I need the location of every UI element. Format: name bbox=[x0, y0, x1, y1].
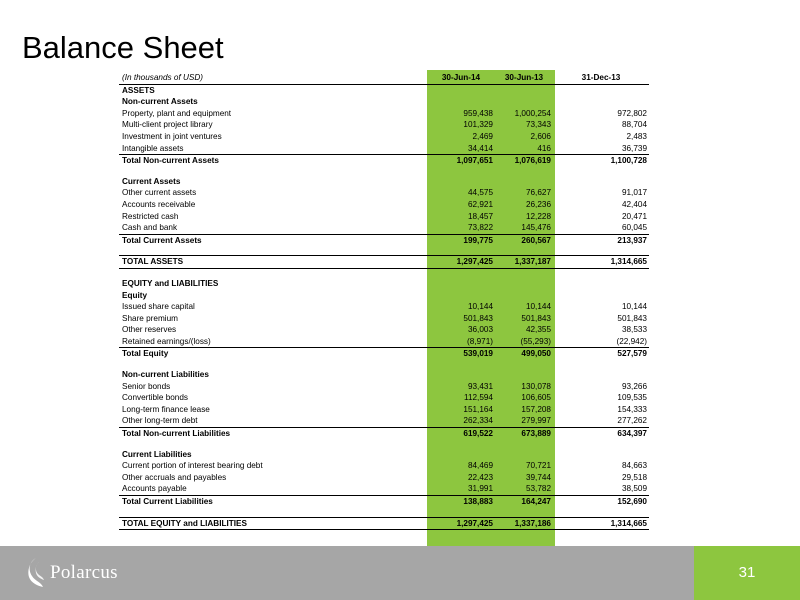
row-value bbox=[427, 167, 495, 176]
row-value: 2,469 bbox=[472, 131, 493, 141]
row-label: Convertible bonds bbox=[122, 393, 188, 403]
row-value: 53,782 bbox=[525, 484, 551, 494]
table-row bbox=[119, 199, 649, 211]
row-value: (8,971) bbox=[467, 336, 493, 346]
row-value bbox=[427, 84, 495, 96]
row-value bbox=[495, 167, 553, 176]
row-value: 157,208 bbox=[521, 404, 551, 414]
table-row bbox=[119, 392, 649, 404]
row-label: Share premium bbox=[122, 313, 178, 323]
row-value bbox=[427, 440, 495, 449]
row-value bbox=[553, 290, 649, 302]
table-row bbox=[119, 234, 649, 246]
row-value: 1,100,728 bbox=[553, 155, 649, 167]
row-value bbox=[495, 360, 553, 369]
row-value bbox=[495, 246, 553, 256]
table-row bbox=[119, 449, 649, 461]
row-value: (55,293) bbox=[520, 336, 551, 346]
row-value: 130,078 bbox=[521, 381, 551, 391]
column-header-30-jun-13: 30-Jun-13 bbox=[495, 72, 553, 84]
row-value bbox=[427, 278, 495, 290]
row-label: ASSETS bbox=[122, 85, 155, 95]
row-label: Property, plant and equipment bbox=[122, 108, 232, 118]
table-row bbox=[119, 155, 649, 167]
row-value bbox=[495, 278, 553, 290]
polarcus-swirl-icon bbox=[26, 556, 46, 590]
table-row bbox=[119, 84, 649, 96]
row-value: 199,775 bbox=[427, 234, 495, 246]
table-row bbox=[119, 268, 649, 278]
row-value: 42,355 bbox=[525, 325, 551, 335]
row-label: Total Current Liabilities bbox=[119, 496, 427, 508]
row-value: 262,334 bbox=[463, 416, 493, 426]
units-label: (In thousands of USD) bbox=[119, 72, 427, 84]
table-row bbox=[119, 369, 649, 381]
table-row bbox=[119, 360, 649, 369]
row-value: 634,397 bbox=[553, 428, 649, 440]
table-row bbox=[119, 404, 649, 416]
table-row bbox=[119, 256, 649, 269]
row-value: 84,469 bbox=[467, 461, 493, 471]
row-value: 73,343 bbox=[525, 120, 551, 130]
row-label: TOTAL EQUITY and LIABILITIES bbox=[119, 517, 427, 530]
row-value: 527,579 bbox=[553, 348, 649, 360]
row-value: 673,889 bbox=[495, 428, 553, 440]
table-row bbox=[119, 278, 649, 290]
row-value: 36,739 bbox=[621, 143, 647, 153]
table-row bbox=[119, 428, 649, 440]
table-row bbox=[119, 381, 649, 393]
row-label bbox=[119, 246, 427, 256]
row-value: 36,003 bbox=[467, 325, 493, 335]
column-header-30-jun-14: 30-Jun-14 bbox=[427, 72, 495, 84]
row-label: Senior bonds bbox=[122, 381, 171, 391]
row-value bbox=[427, 360, 495, 369]
row-value: 26,236 bbox=[525, 199, 551, 209]
row-value: 29,518 bbox=[621, 472, 647, 482]
table-row bbox=[119, 440, 649, 449]
row-value: 1,337,186 bbox=[495, 517, 553, 530]
row-value: 151,164 bbox=[463, 404, 493, 414]
row-value: 70,721 bbox=[525, 461, 551, 471]
row-value: 18,457 bbox=[467, 211, 493, 221]
row-value bbox=[553, 167, 649, 176]
row-value: 39,744 bbox=[525, 472, 551, 482]
row-label: EQUITY and LIABILITIES bbox=[122, 278, 219, 288]
row-value: 109,535 bbox=[617, 393, 647, 403]
row-value: 22,423 bbox=[467, 472, 493, 482]
row-value bbox=[553, 278, 649, 290]
row-value: 88,704 bbox=[621, 120, 647, 130]
row-value: 619,522 bbox=[427, 428, 495, 440]
row-value bbox=[553, 360, 649, 369]
table-row bbox=[119, 415, 649, 427]
row-value bbox=[427, 369, 495, 381]
row-label: Non-current Liabilities bbox=[122, 370, 209, 380]
table-row bbox=[119, 187, 649, 199]
row-value: 1,297,425 bbox=[427, 256, 495, 269]
row-value bbox=[495, 449, 553, 461]
row-label: Total Equity bbox=[119, 348, 427, 360]
row-label: Issued share capital bbox=[122, 302, 195, 312]
row-value: 1,314,665 bbox=[553, 517, 649, 530]
row-label: Long-term finance lease bbox=[122, 404, 210, 414]
row-label bbox=[119, 360, 427, 369]
row-value: 31,991 bbox=[467, 484, 493, 494]
row-value: 972,802 bbox=[617, 108, 647, 118]
row-value bbox=[427, 96, 495, 108]
row-value: 279,997 bbox=[521, 416, 551, 426]
row-value: 2,606 bbox=[530, 131, 551, 141]
company-logo bbox=[26, 553, 118, 593]
row-label: Investment in joint ventures bbox=[122, 131, 222, 141]
row-label: Current Assets bbox=[122, 176, 181, 186]
row-value bbox=[553, 268, 649, 278]
table-row bbox=[119, 131, 649, 143]
row-value: 12,228 bbox=[525, 211, 551, 221]
row-value: 20,471 bbox=[621, 211, 647, 221]
table-row bbox=[119, 313, 649, 325]
row-value: 1,097,651 bbox=[427, 155, 495, 167]
row-value: 34,414 bbox=[467, 143, 493, 153]
table-row bbox=[119, 96, 649, 108]
table-row bbox=[119, 143, 649, 155]
row-value bbox=[495, 369, 553, 381]
table-row bbox=[119, 108, 649, 120]
row-value: 62,921 bbox=[467, 199, 493, 209]
row-value bbox=[553, 440, 649, 449]
row-value bbox=[427, 246, 495, 256]
row-value bbox=[553, 246, 649, 256]
row-value: 76,627 bbox=[525, 188, 551, 198]
row-label: Intangible assets bbox=[122, 143, 184, 153]
row-label: Total Non-current Liabilities bbox=[119, 428, 427, 440]
row-value: 959,438 bbox=[463, 108, 493, 118]
row-value: 501,843 bbox=[521, 313, 551, 323]
row-value bbox=[495, 440, 553, 449]
table-row bbox=[119, 211, 649, 223]
row-label: Accounts receivable bbox=[122, 199, 196, 209]
row-value bbox=[553, 449, 649, 461]
row-value: 164,247 bbox=[495, 496, 553, 508]
row-label: Restricted cash bbox=[122, 211, 179, 221]
row-value bbox=[495, 268, 553, 278]
row-label: Cash and bank bbox=[122, 223, 178, 233]
row-value bbox=[553, 369, 649, 381]
table-row bbox=[119, 508, 649, 518]
row-label bbox=[119, 508, 427, 518]
row-value: 1,000,254 bbox=[514, 108, 551, 118]
row-label: Non-current Assets bbox=[122, 97, 198, 107]
row-value: 154,333 bbox=[617, 404, 647, 414]
row-label bbox=[119, 440, 427, 449]
row-value: 1,297,425 bbox=[427, 517, 495, 530]
row-value: 416 bbox=[537, 143, 551, 153]
row-value bbox=[553, 84, 649, 96]
row-value: 10,144 bbox=[467, 302, 493, 312]
row-label: TOTAL ASSETS bbox=[119, 256, 427, 269]
row-value: 91,017 bbox=[621, 188, 647, 198]
row-value: 93,431 bbox=[467, 381, 493, 391]
row-value: 260,567 bbox=[495, 234, 553, 246]
row-value bbox=[427, 176, 495, 188]
column-header-31-dec-13: 31-Dec-13 bbox=[553, 72, 649, 84]
table-row bbox=[119, 324, 649, 336]
row-value bbox=[495, 290, 553, 302]
row-label: Total Current Assets bbox=[119, 234, 427, 246]
row-value: 84,663 bbox=[621, 461, 647, 471]
row-value: 112,594 bbox=[464, 393, 493, 403]
row-value: 60,045 bbox=[621, 223, 647, 233]
row-value: 10,144 bbox=[525, 302, 551, 312]
row-label: Accounts payable bbox=[122, 484, 187, 494]
row-value: 138,883 bbox=[427, 496, 495, 508]
row-value: 277,262 bbox=[617, 416, 647, 426]
table-header-row bbox=[119, 72, 649, 84]
row-value bbox=[427, 508, 495, 518]
row-value: 1,076,619 bbox=[495, 155, 553, 167]
row-value: 42,404 bbox=[621, 199, 647, 209]
row-label: Other long-term debt bbox=[122, 416, 198, 426]
table-row bbox=[119, 301, 649, 313]
table-row bbox=[119, 517, 649, 530]
row-value: 93,266 bbox=[621, 381, 647, 391]
row-label: Current Liabilities bbox=[122, 449, 192, 459]
row-value bbox=[553, 176, 649, 188]
row-label: Other reserves bbox=[122, 325, 177, 335]
row-value: 501,843 bbox=[463, 313, 493, 323]
row-label: Multi-client project library bbox=[122, 120, 213, 130]
row-label: Other accruals and payables bbox=[122, 472, 227, 482]
footer-bar bbox=[0, 546, 800, 600]
table-row bbox=[119, 472, 649, 484]
row-value bbox=[427, 449, 495, 461]
row-value bbox=[553, 96, 649, 108]
row-label: Other current assets bbox=[122, 188, 197, 198]
table-row bbox=[119, 290, 649, 302]
row-value: 2,483 bbox=[626, 131, 647, 141]
row-value: 501,843 bbox=[617, 313, 647, 323]
row-value bbox=[427, 290, 495, 302]
row-value: 213,937 bbox=[553, 234, 649, 246]
row-label bbox=[119, 268, 427, 278]
row-value: 106,605 bbox=[521, 393, 551, 403]
row-label bbox=[119, 167, 427, 176]
slide-title: Balance Sheet bbox=[22, 30, 224, 65]
table-row bbox=[119, 483, 649, 495]
row-value bbox=[495, 508, 553, 518]
table-row bbox=[119, 348, 649, 360]
row-value bbox=[495, 96, 553, 108]
row-label: Total Non-current Assets bbox=[119, 155, 427, 167]
row-value: 1,337,187 bbox=[495, 256, 553, 269]
table-row bbox=[119, 119, 649, 131]
table-row bbox=[119, 460, 649, 472]
row-value: 44,575 bbox=[467, 188, 493, 198]
row-value: 539,019 bbox=[427, 348, 495, 360]
table-row bbox=[119, 176, 649, 188]
row-value: 38,533 bbox=[621, 325, 647, 335]
row-value: 73,822 bbox=[467, 223, 493, 233]
row-value: 152,690 bbox=[553, 496, 649, 508]
table-row bbox=[119, 167, 649, 176]
row-value: 10,144 bbox=[621, 302, 647, 312]
row-label: Equity bbox=[122, 290, 148, 300]
table-row bbox=[119, 336, 649, 348]
logo-text: Polarcus bbox=[50, 562, 118, 583]
row-label: Current portion of interest bearing debt bbox=[122, 461, 263, 471]
row-value bbox=[495, 176, 553, 188]
row-value bbox=[495, 84, 553, 96]
table-row bbox=[119, 246, 649, 256]
row-value bbox=[427, 268, 495, 278]
row-value: 1,314,665 bbox=[553, 256, 649, 269]
balance-sheet-table bbox=[119, 72, 649, 530]
row-value: 101,329 bbox=[463, 120, 493, 130]
page-number: 31 bbox=[738, 564, 756, 581]
row-value: (22,942) bbox=[616, 336, 647, 346]
row-value bbox=[553, 508, 649, 518]
table-row bbox=[119, 222, 649, 234]
row-value: 38,509 bbox=[621, 484, 647, 494]
table-row bbox=[119, 496, 649, 508]
row-label: Retained earnings/(loss) bbox=[122, 336, 211, 346]
row-value: 499,050 bbox=[495, 348, 553, 360]
row-value: 145,476 bbox=[521, 223, 551, 233]
